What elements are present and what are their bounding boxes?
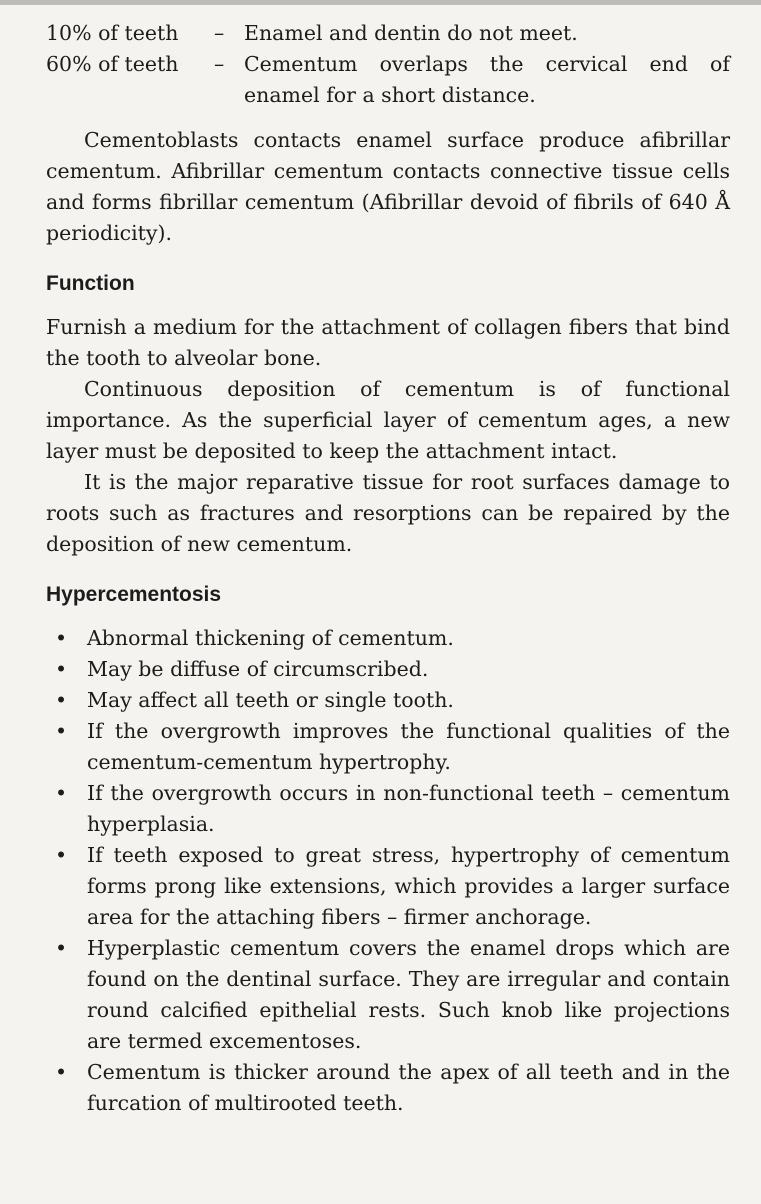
distribution-text: Cementum overlaps the cervical end of enamel for a short distance. bbox=[244, 52, 730, 107]
distribution-list bbox=[46, 18, 730, 111]
list-item bbox=[46, 654, 730, 685]
list-item bbox=[46, 685, 730, 716]
function-paragraph: Furnish a medium for the attachment of collagen fibers that bind the tooth to alveolar bone. bbox=[46, 315, 730, 370]
list-item-text: If the overgrowth occurs in non-functional teeth – cementum hyperplasia. bbox=[87, 781, 730, 836]
distribution-dash: – bbox=[214, 21, 225, 45]
bullet-icon: • bbox=[55, 688, 68, 712]
distribution-row bbox=[46, 49, 730, 111]
list-item-text: Abnormal thickening of cementum. bbox=[87, 626, 454, 650]
list-item bbox=[46, 778, 730, 840]
function-paragraph: It is the major reparative tissue for root surfaces damage to roots such as fractures and resorptions can be repaired by the deposition of new cementum. bbox=[46, 470, 730, 556]
hypercementosis-list bbox=[46, 623, 730, 1119]
distribution-percent: 10% of teeth bbox=[46, 21, 179, 45]
list-item bbox=[46, 933, 730, 1057]
list-item-text: Cementum is thicker around the apex of all teeth and in the furcation of multirooted teeth. bbox=[87, 1060, 730, 1115]
list-item-text: May affect all teeth or single tooth. bbox=[87, 688, 454, 712]
intro-paragraph: Cementoblasts contacts enamel surface produce afibrillar cementum. Afibrillar cementum contacts connective tissue cells and forms fibrillar cementum (Afibrillar devoid of fibrils of 640 Å periodicity). bbox=[46, 128, 730, 245]
list-item-text: If teeth exposed to great stress, hypertrophy of cementum forms prong like extensions, which provides a larger surface area for the attaching fibers – firmer anchorage. bbox=[87, 843, 730, 929]
distribution-text: Enamel and dentin do not meet. bbox=[244, 21, 578, 45]
page-top-edge bbox=[0, 0, 761, 5]
distribution-percent: 60% of teeth bbox=[46, 52, 179, 76]
bullet-icon: • bbox=[55, 781, 68, 805]
page-body bbox=[46, 18, 730, 1119]
list-item bbox=[46, 1057, 730, 1119]
function-paragraph: Continuous deposition of cementum is of functional importance. As the superficial layer of cementum ages, a new layer must be deposited to keep the attachment intact. bbox=[46, 377, 730, 463]
bullet-icon: • bbox=[55, 936, 68, 960]
distribution-dash: – bbox=[214, 52, 225, 76]
bullet-icon: • bbox=[55, 626, 68, 650]
bullet-icon: • bbox=[55, 719, 68, 743]
function-heading: Function bbox=[46, 272, 135, 295]
list-item-text: If the overgrowth improves the functional qualities of the cementum-cementum hypertrophy. bbox=[87, 719, 730, 774]
distribution-row bbox=[46, 18, 730, 49]
list-item bbox=[46, 716, 730, 778]
bullet-icon: • bbox=[55, 657, 68, 681]
list-item bbox=[46, 623, 730, 654]
list-item bbox=[46, 840, 730, 933]
list-item-text: Hyperplastic cementum covers the enamel drops which are found on the dentinal surface. They are irregular and contain round calcified epithelial rests. Such knob like projections are termed excementoses. bbox=[87, 936, 730, 1053]
hypercementosis-heading: Hypercementosis bbox=[46, 583, 222, 606]
bullet-icon: • bbox=[55, 843, 68, 867]
list-item-text: May be diffuse of circumscribed. bbox=[87, 657, 429, 681]
bullet-icon: • bbox=[55, 1060, 68, 1084]
